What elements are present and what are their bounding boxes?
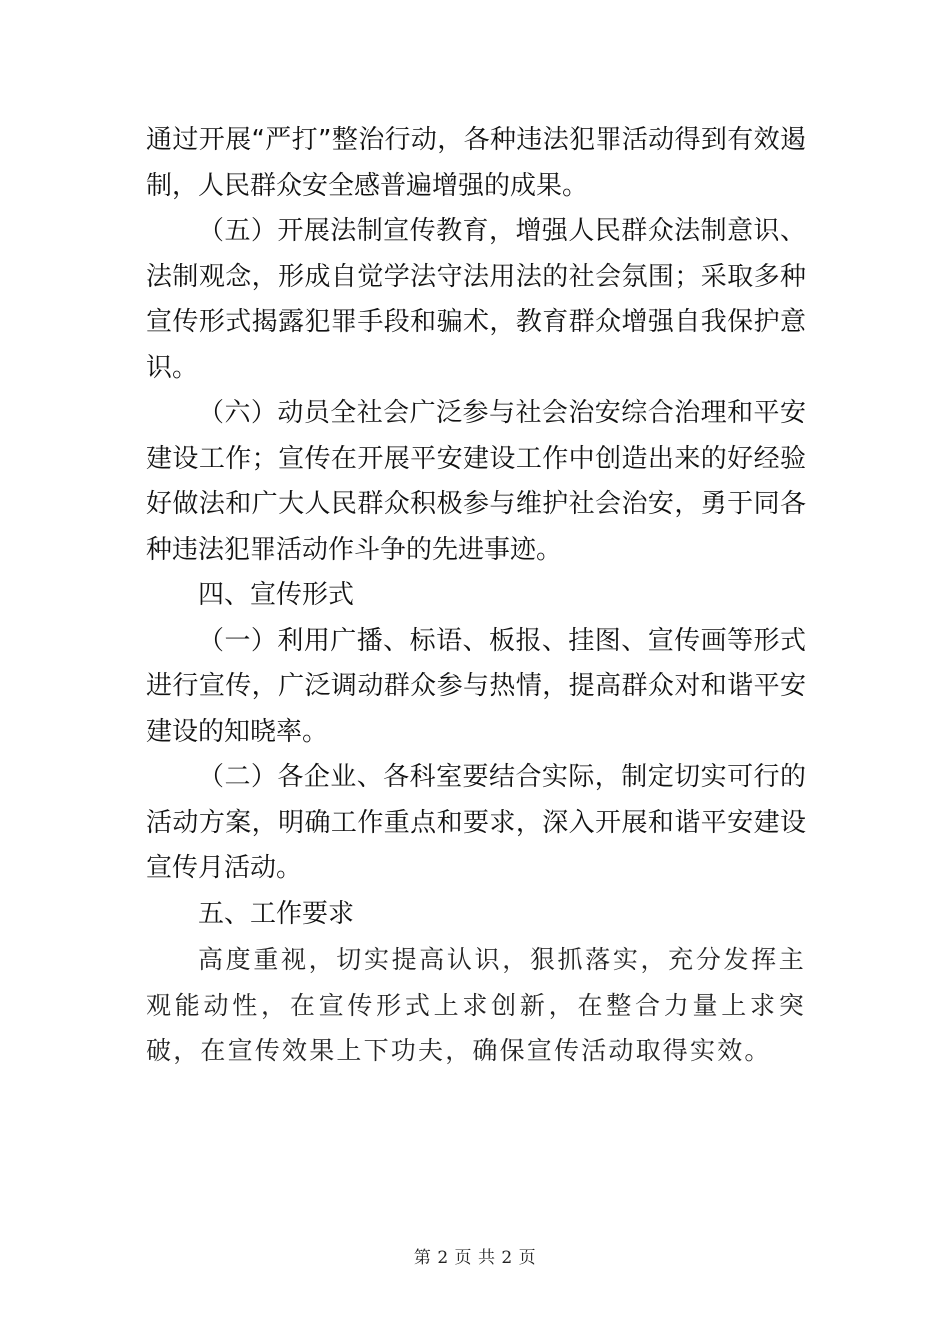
paragraph-item-6: （六）动员全社会广泛参与社会治安综合治理和平安建设工作；宣传在开展平安建设工作中创造出来的好经验好做法和广大人民群众积极参与维护社会治安，勇于同各种违法犯罪活动作斗争的先进事迹。 [146, 398, 806, 565]
section-heading-4: 四、宣传形式 [198, 580, 355, 610]
paragraph-item-5: （五）开展法制宣传教育，增强人民群众法制意识、法制观念，形成自觉学法守法用法的社会氛围；采取多种宣传形式揭露犯罪手段和骗术，教育群众增强自我保护意识。 [146, 216, 806, 383]
document-body [146, 118, 806, 1074]
paragraph-requirements: 高度重视，切实提高认识，狠抓落实，充分发挥主观能动性，在宣传形式上求创新，在整合力量上求突破，在宣传效果上下功夫，确保宣传活动取得实效。 [146, 945, 806, 1065]
paragraph-form-2: （二）各企业、各科室要结合实际，制定切实可行的活动方案，明确工作重点和要求，深入开展和谐平安建设宣传月活动。 [146, 762, 806, 883]
page-number-footer: 第 2 页 共 2 页 [413, 1248, 537, 1268]
paragraph-form-1: （一）利用广播、标语、板报、挂图、宣传画等形式进行宣传，广泛调动群众参与热情，提高群众对和谐平安建设的知晓率。 [146, 625, 806, 747]
section-heading-5: 五、工作要求 [198, 898, 355, 929]
paragraph-continuation: 通过开展“严打”整治行动，各种违法犯罪活动得到有效遏制，人民群众安全感普遍增强的成果。 [146, 125, 806, 201]
